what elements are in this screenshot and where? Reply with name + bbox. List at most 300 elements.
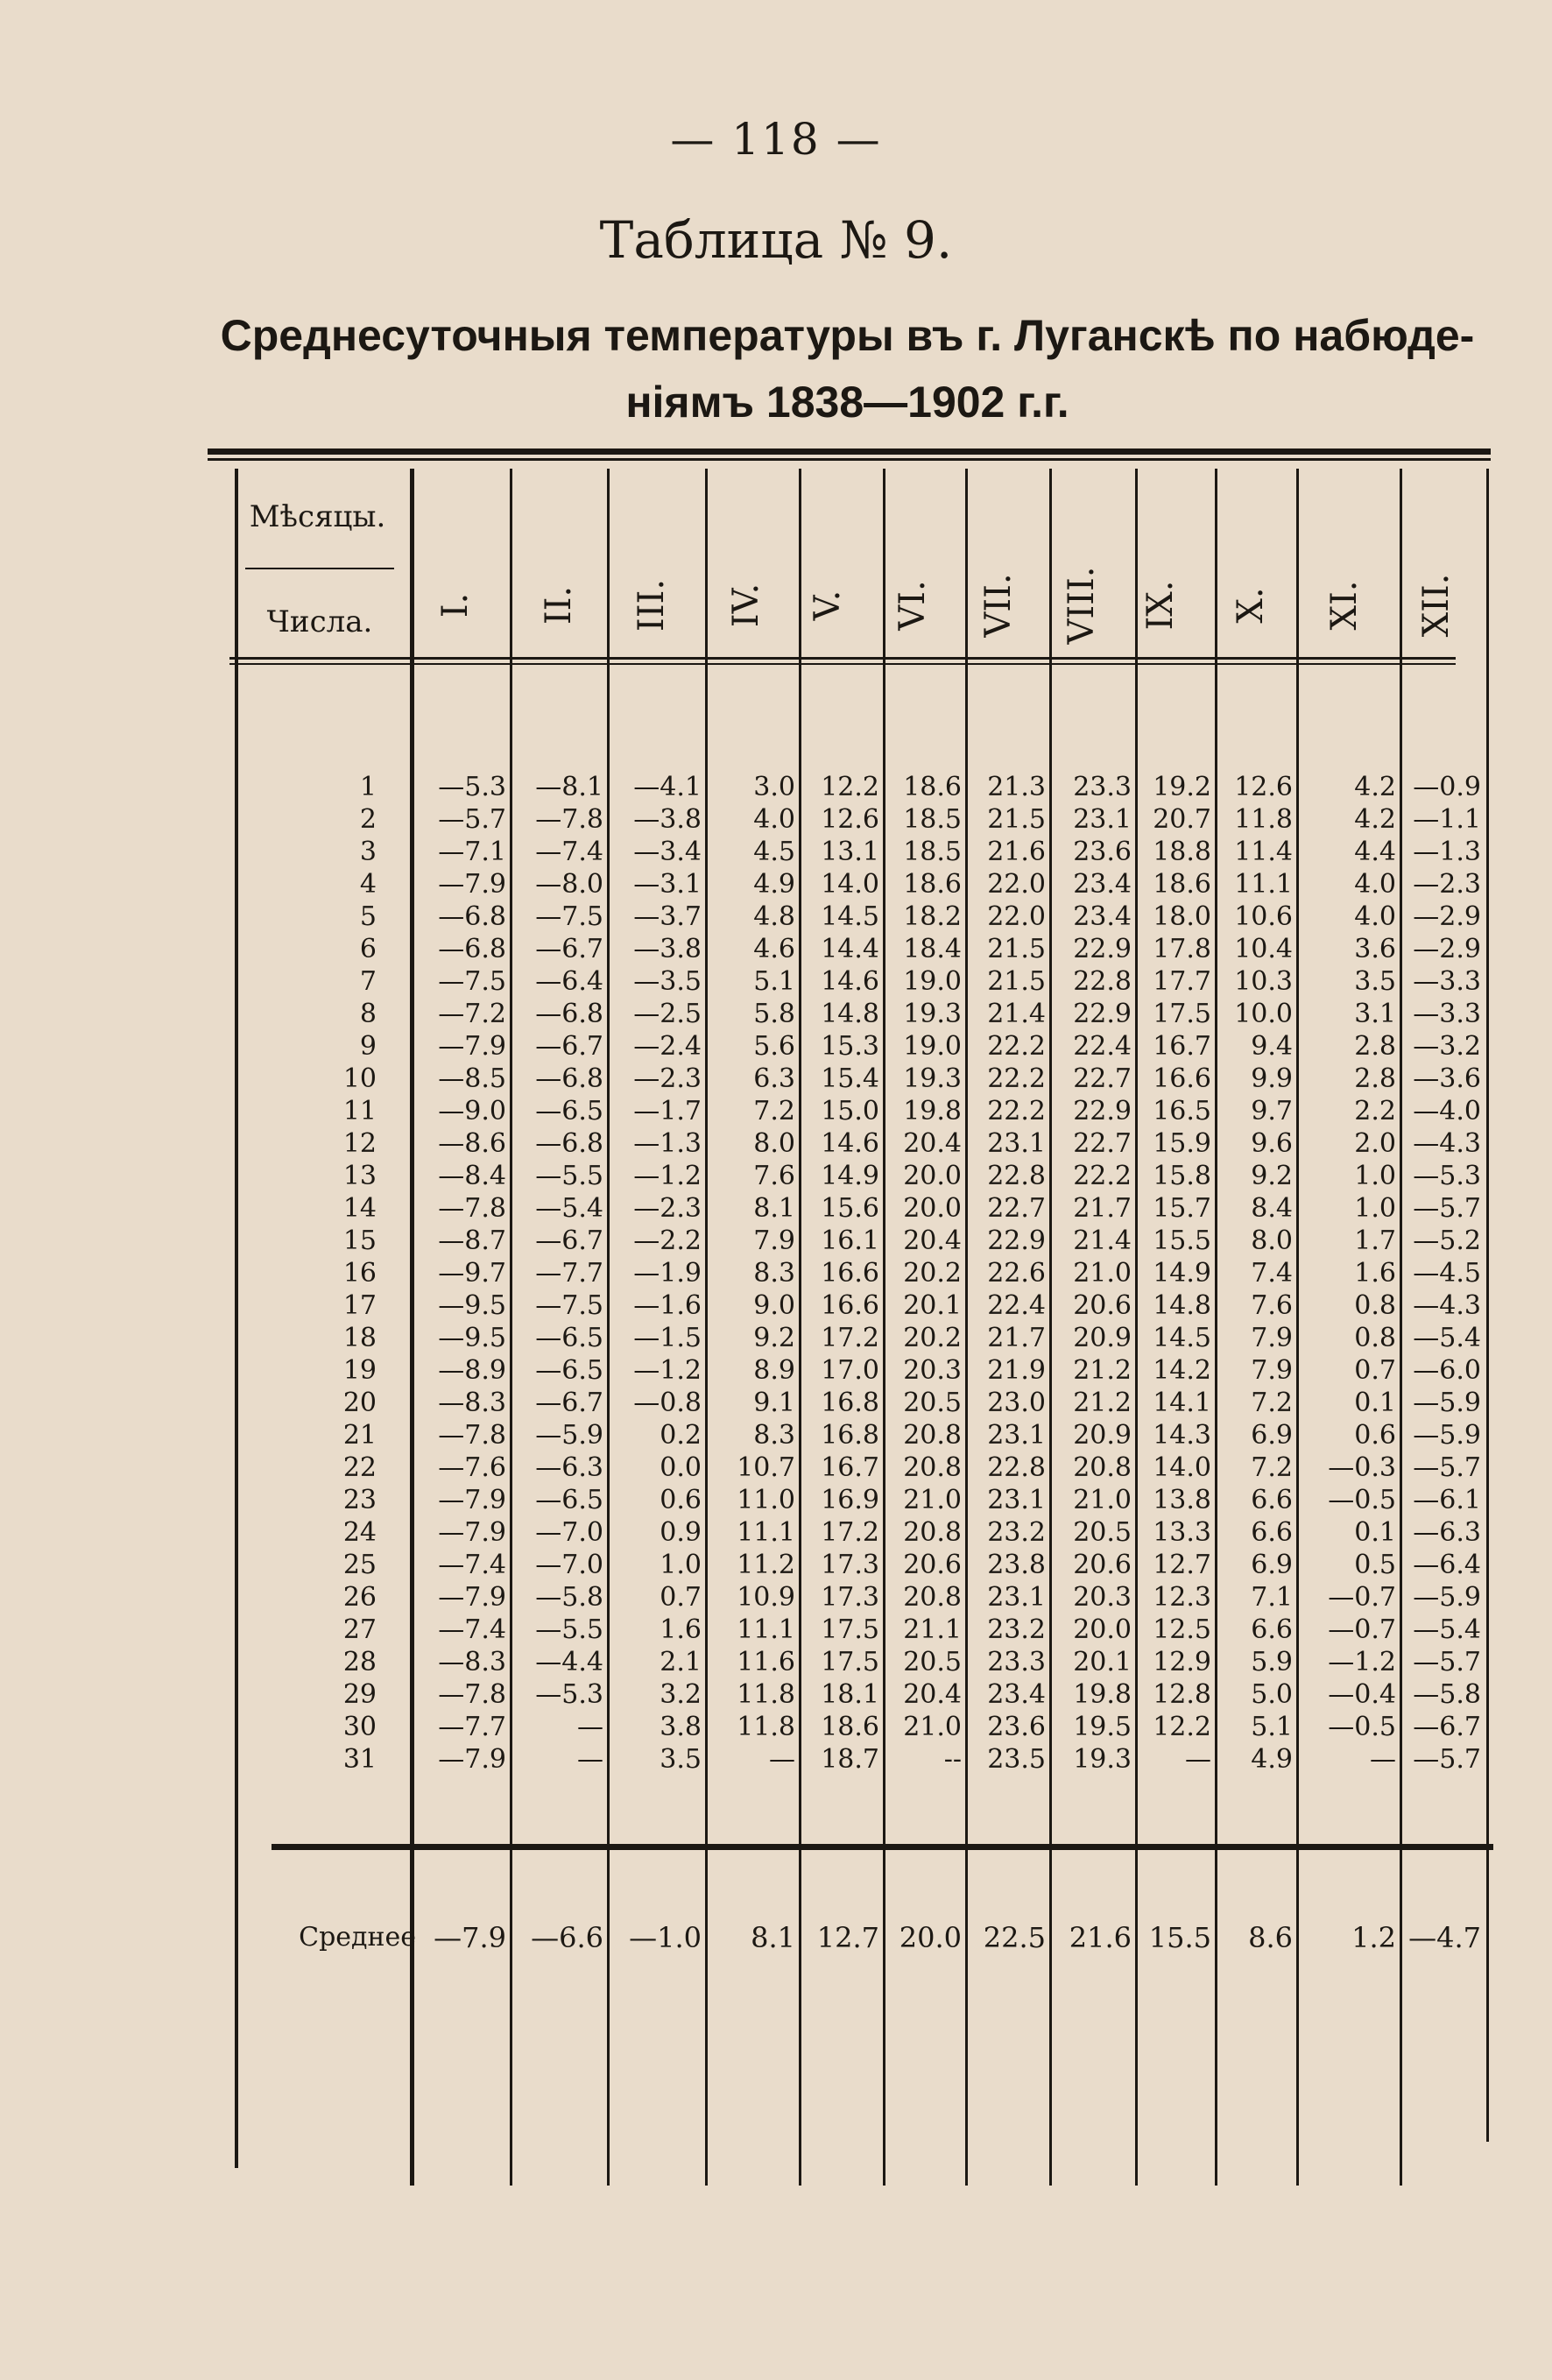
temperature-cell: 15.5 <box>1153 1225 1211 1256</box>
temperature-cell: 9.6 <box>1251 1128 1293 1159</box>
temperature-cell: 23.3 <box>987 1647 1046 1677</box>
temperature-cell: 21.7 <box>987 1323 1046 1353</box>
temperature-cell: 22.8 <box>987 1161 1046 1191</box>
temperature-cell: 4.2 <box>1354 804 1396 835</box>
temperature-cell: 18.6 <box>1153 869 1211 900</box>
temperature-cell: 23.6 <box>1073 837 1132 867</box>
temperature-cell: 20.2 <box>903 1258 962 1289</box>
temperature-cell: 20.3 <box>903 1355 962 1386</box>
temperature-cell: 14.4 <box>821 934 879 964</box>
temperature-cell: 16.6 <box>821 1290 879 1321</box>
temperature-cell: 7.9 <box>753 1225 795 1256</box>
temperature-cell: 0.0 <box>660 1452 702 1483</box>
temperature-cell: 20.8 <box>903 1582 962 1613</box>
temperature-cell: —6.8 <box>535 1063 603 1094</box>
temperature-cell: 14.3 <box>1153 1420 1211 1451</box>
temperature-cell: 4.0 <box>753 804 795 835</box>
temperature-cell: —1.6 <box>633 1290 702 1321</box>
day-number: 29 <box>342 1679 377 1710</box>
average-cell: —1.0 <box>629 1921 702 1954</box>
temperature-cell: 22.9 <box>987 1225 1046 1256</box>
temperature-cell: 14.8 <box>821 999 879 1029</box>
temperature-cell: 17.8 <box>1153 934 1211 964</box>
temperature-cell: 17.0 <box>821 1355 879 1386</box>
temperature-cell: —8.7 <box>438 1225 506 1256</box>
day-number: 3 <box>359 837 377 867</box>
temperature-cell: 19.0 <box>903 1031 962 1062</box>
temperature-cell: —7.4 <box>438 1614 506 1645</box>
temperature-cell: 7.6 <box>753 1161 795 1191</box>
temperature-cell: —5.2 <box>1413 1225 1481 1256</box>
temperature-cell: 12.2 <box>821 772 879 802</box>
temperature-cell: 20.0 <box>903 1193 962 1224</box>
month-header: X. <box>1231 587 1271 624</box>
temperature-cell: 16.6 <box>821 1258 879 1289</box>
temperature-cell: 15.9 <box>1153 1128 1211 1159</box>
temperature-cell: —6.8 <box>535 1128 603 1159</box>
temperature-cell: 21.0 <box>1073 1258 1132 1289</box>
table-row <box>0 1516 1552 1549</box>
temperature-cell: 20.7 <box>1153 804 1211 835</box>
temperature-cell: —9.5 <box>438 1290 506 1321</box>
month-header: II. <box>539 585 579 625</box>
temperature-cell: —6.8 <box>438 901 506 932</box>
month-header: IV. <box>726 583 766 628</box>
temperature-cell: 16.7 <box>1153 1031 1211 1062</box>
header-separator <box>245 568 394 569</box>
temperature-cell: —5.7 <box>1413 1647 1481 1677</box>
temperature-cell: 0.2 <box>660 1420 702 1451</box>
temperature-cell: —6.7 <box>535 1225 603 1256</box>
temperature-cell: 22.2 <box>1073 1161 1132 1191</box>
table-row <box>0 1581 1552 1614</box>
temperature-cell: —8.9 <box>438 1355 506 1386</box>
temperature-cell: 3.2 <box>660 1679 702 1710</box>
table-row <box>0 1451 1552 1484</box>
temperature-cell: 14.8 <box>1153 1290 1211 1321</box>
top-rule <box>208 448 1491 461</box>
month-header: V. <box>808 590 848 621</box>
day-number: 22 <box>342 1452 377 1483</box>
temperature-cell: 22.4 <box>1073 1031 1132 1062</box>
temperature-cell: 4.6 <box>753 934 795 964</box>
temperature-cell: —5.9 <box>1413 1420 1481 1451</box>
temperature-cell: 11.8 <box>737 1712 795 1742</box>
temperature-cell: —2.3 <box>633 1063 702 1094</box>
temperature-cell: —5.7 <box>1413 1193 1481 1224</box>
temperature-cell: —7.9 <box>438 1517 506 1548</box>
temperature-cell: 21.4 <box>987 999 1046 1029</box>
temperature-cell: —0.5 <box>1328 1712 1396 1742</box>
temperature-cell: —4.5 <box>1413 1258 1481 1289</box>
month-header: VI. <box>892 580 933 631</box>
temperature-cell: 2.2 <box>1354 1096 1396 1126</box>
temperature-cell: 17.5 <box>821 1647 879 1677</box>
temperature-cell: -- <box>943 1744 962 1775</box>
temperature-cell: 18.5 <box>903 804 962 835</box>
temperature-cell: —8.6 <box>438 1128 506 1159</box>
temperature-cell: 2.0 <box>1354 1128 1396 1159</box>
temperature-cell: —3.4 <box>633 837 702 867</box>
temperature-cell: 12.9 <box>1153 1647 1211 1677</box>
temperature-cell: 14.9 <box>821 1161 879 1191</box>
day-number: 10 <box>342 1063 377 1094</box>
temperature-cell: 17.5 <box>821 1614 879 1645</box>
temperature-cell: —6.5 <box>535 1323 603 1353</box>
temperature-cell: —6.5 <box>535 1355 603 1386</box>
temperature-cell: —1.3 <box>1413 837 1481 867</box>
temperature-cell: —7.9 <box>438 1744 506 1775</box>
temperature-cell: —7.5 <box>535 1290 603 1321</box>
temperature-cell: 4.9 <box>1251 1744 1293 1775</box>
temperature-cell: 15.8 <box>1153 1161 1211 1191</box>
temperature-cell: 17.5 <box>1153 999 1211 1029</box>
temperature-cell: 20.9 <box>1073 1323 1132 1353</box>
temperature-cell: —6.7 <box>535 934 603 964</box>
average-cell: 8.1 <box>751 1921 795 1954</box>
temperature-cell: —4.3 <box>1413 1290 1481 1321</box>
temperature-cell: 12.7 <box>1153 1550 1211 1580</box>
temperature-cell: 22.8 <box>1073 966 1132 997</box>
temperature-cell: 20.1 <box>903 1290 962 1321</box>
temperature-cell: —6.3 <box>1413 1517 1481 1548</box>
temperature-cell: 8.9 <box>753 1355 795 1386</box>
temperature-cell: 8.1 <box>753 1193 795 1224</box>
month-header: XI. <box>1324 580 1365 631</box>
temperature-cell: 11.4 <box>1234 837 1293 867</box>
temperature-cell: —6.8 <box>535 999 603 1029</box>
table-row <box>0 1419 1552 1451</box>
temperature-cell: 22.8 <box>987 1452 1046 1483</box>
temperature-cell: —0.3 <box>1328 1452 1396 1483</box>
temperature-cell: —7.9 <box>438 1485 506 1515</box>
temperature-cell: —7.7 <box>438 1712 506 1742</box>
temperature-cell: 19.2 <box>1153 772 1211 802</box>
temperature-cell: 12.2 <box>1153 1712 1211 1742</box>
table-row <box>0 1160 1552 1192</box>
temperature-cell: 21.9 <box>987 1355 1046 1386</box>
temperature-cell: —6.4 <box>535 966 603 997</box>
table-row <box>0 1387 1552 1419</box>
temperature-cell: 21.0 <box>903 1485 962 1515</box>
temperature-cell: 2.8 <box>1354 1063 1396 1094</box>
temperature-cell: 23.3 <box>1073 772 1132 802</box>
temperature-cell: —2.3 <box>1413 869 1481 900</box>
temperature-cell: —2.3 <box>633 1193 702 1224</box>
temperature-cell: 0.7 <box>660 1582 702 1613</box>
temperature-cell: —5.3 <box>1413 1161 1481 1191</box>
temperature-cell: 3.8 <box>660 1712 702 1742</box>
temperature-cell: —4.0 <box>1413 1096 1481 1126</box>
temperature-cell: 6.6 <box>1251 1517 1293 1548</box>
day-number: 18 <box>342 1323 377 1353</box>
temperature-cell: 1.0 <box>1354 1161 1396 1191</box>
temperature-cell: 14.0 <box>821 869 879 900</box>
temperature-cell: 22.0 <box>987 901 1046 932</box>
temperature-cell: 18.1 <box>821 1679 879 1710</box>
temperature-cell: 3.5 <box>660 1744 702 1775</box>
day-number: 5 <box>359 901 377 932</box>
temperature-cell: 0.8 <box>1354 1323 1396 1353</box>
temperature-cell: —7.8 <box>438 1679 506 1710</box>
temperature-cell: 9.4 <box>1251 1031 1293 1062</box>
temperature-cell: 5.0 <box>1251 1679 1293 1710</box>
temperature-cell: —0.5 <box>1328 1485 1396 1515</box>
header-months-label: Мѣсяцы. <box>249 499 386 534</box>
temperature-cell: 18.6 <box>903 869 962 900</box>
temperature-cell: 23.1 <box>1073 804 1132 835</box>
temperature-cell: —5.8 <box>535 1582 603 1613</box>
temperature-cell: —4.3 <box>1413 1128 1481 1159</box>
day-number: 31 <box>342 1744 377 1775</box>
temperature-cell: —1.2 <box>633 1161 702 1191</box>
temperature-cell: 22.9 <box>1073 1096 1132 1126</box>
temperature-cell: 23.2 <box>987 1517 1046 1548</box>
temperature-cell: 11.8 <box>1234 804 1293 835</box>
temperature-cell: —3.6 <box>1413 1063 1481 1094</box>
day-number: 26 <box>342 1582 377 1613</box>
temperature-cell: 17.2 <box>821 1517 879 1548</box>
temperature-cell: —4.4 <box>535 1647 603 1677</box>
temperature-cell: 19.8 <box>1073 1679 1132 1710</box>
temperature-cell: — <box>769 1744 795 1775</box>
average-cell: 22.5 <box>983 1921 1046 1954</box>
temperature-cell: 3.5 <box>1354 966 1396 997</box>
temperature-cell: 13.1 <box>821 837 879 867</box>
temperature-cell: 10.7 <box>737 1452 795 1483</box>
day-number: 11 <box>342 1096 377 1126</box>
temperature-cell: 7.2 <box>1251 1388 1293 1418</box>
temperature-cell: 12.6 <box>821 804 879 835</box>
temperature-cell: 8.0 <box>1251 1225 1293 1256</box>
average-cell: —7.9 <box>434 1921 506 1954</box>
temperature-cell: 18.4 <box>903 934 962 964</box>
temperature-cell: 21.5 <box>987 804 1046 835</box>
temperature-cell: 8.3 <box>753 1258 795 1289</box>
temperature-cell: —0.8 <box>633 1388 702 1418</box>
temperature-cell: 15.4 <box>821 1063 879 1094</box>
day-number: 17 <box>342 1290 377 1321</box>
temperature-cell: 14.6 <box>821 1128 879 1159</box>
temperature-cell: 20.3 <box>1073 1582 1132 1613</box>
table-row <box>0 1225 1552 1257</box>
table-row <box>0 1192 1552 1225</box>
page-number: — 118 — <box>670 114 882 165</box>
month-header: VIII. <box>1062 566 1102 645</box>
temperature-cell: 11.6 <box>737 1647 795 1677</box>
average-cell: 12.7 <box>816 1921 879 1954</box>
temperature-cell: —5.4 <box>535 1193 603 1224</box>
temperature-cell: —7.4 <box>438 1550 506 1580</box>
temperature-cell: —7.2 <box>438 999 506 1029</box>
day-number: 2 <box>359 804 377 835</box>
temperature-cell: 22.6 <box>987 1258 1046 1289</box>
temperature-cell: —5.5 <box>535 1614 603 1645</box>
average-row <box>0 1917 1552 1959</box>
temperature-cell: 21.2 <box>1073 1355 1132 1386</box>
table-row <box>0 1743 1552 1776</box>
month-header: IX. <box>1140 580 1181 631</box>
temperature-cell: —8.3 <box>438 1647 506 1677</box>
temperature-cell: —3.2 <box>1413 1031 1481 1062</box>
day-number: 13 <box>342 1161 377 1191</box>
temperature-cell: 9.1 <box>753 1388 795 1418</box>
temperature-cell: 0.9 <box>660 1517 702 1548</box>
temperature-cell: —4.1 <box>633 772 702 802</box>
temperature-cell: —6.5 <box>535 1485 603 1515</box>
month-header: I. <box>435 592 476 618</box>
temperature-cell: 20.2 <box>903 1323 962 1353</box>
temperature-cell: 20.8 <box>903 1420 962 1451</box>
temperature-cell: —8.5 <box>438 1063 506 1094</box>
average-cell: —4.7 <box>1408 1921 1481 1954</box>
average-label: Среднее <box>299 1922 416 1953</box>
temperature-cell: 20.6 <box>903 1550 962 1580</box>
temperature-cell: —5.8 <box>1413 1679 1481 1710</box>
table-row <box>0 1127 1552 1160</box>
temperature-cell: — <box>1185 1744 1211 1775</box>
temperature-cell: —8.4 <box>438 1161 506 1191</box>
temperature-cell: —5.9 <box>535 1420 603 1451</box>
temperature-cell: 21.1 <box>903 1614 962 1645</box>
temperature-cell: —5.3 <box>535 1679 603 1710</box>
temperature-cell: 10.4 <box>1234 934 1293 964</box>
temperature-cell: 16.5 <box>1153 1096 1211 1126</box>
temperature-cell: —5.7 <box>438 804 506 835</box>
temperature-cell: —3.8 <box>633 804 702 835</box>
temperature-cell: 11.0 <box>737 1485 795 1515</box>
temperature-cell: 20.8 <box>1073 1452 1132 1483</box>
temperature-cell: 22.2 <box>987 1063 1046 1094</box>
temperature-cell: 5.8 <box>753 999 795 1029</box>
temperature-cell: —7.6 <box>438 1452 506 1483</box>
temperature-cell: —1.2 <box>633 1355 702 1386</box>
temperature-cell: —7.0 <box>535 1517 603 1548</box>
temperature-cell: 7.9 <box>1251 1323 1293 1353</box>
temperature-cell: 0.1 <box>1354 1517 1396 1548</box>
subtitle-line-1: Среднесуточныя температуры въ г. Луганскѣ по набюде- <box>220 311 1475 360</box>
day-number: 4 <box>359 869 377 900</box>
temperature-cell: 1.6 <box>1354 1258 1396 1289</box>
day-number: 20 <box>342 1388 377 1418</box>
temperature-cell: 7.6 <box>1251 1290 1293 1321</box>
temperature-cell: —6.0 <box>1413 1355 1481 1386</box>
temperature-cell: 9.2 <box>1251 1161 1293 1191</box>
temperature-cell: —1.9 <box>633 1258 702 1289</box>
temperature-cell: 23.1 <box>987 1420 1046 1451</box>
temperature-cell: —0.9 <box>1413 772 1481 802</box>
temperature-cell: 14.0 <box>1153 1452 1211 1483</box>
temperature-cell: 3.1 <box>1354 999 1396 1029</box>
month-header: VII. <box>978 573 1019 638</box>
table-row <box>0 1095 1552 1127</box>
temperature-cell: 17.3 <box>821 1582 879 1613</box>
average-cell: 15.5 <box>1148 1921 1211 1954</box>
temperature-cell: 20.6 <box>1073 1290 1132 1321</box>
temperature-cell: —6.3 <box>535 1452 603 1483</box>
subtitle-line-2: ніямъ 1838—1902 г.г. <box>625 378 1069 427</box>
table-row <box>0 1063 1552 1095</box>
day-number: 15 <box>342 1225 377 1256</box>
temperature-cell: —3.8 <box>633 934 702 964</box>
temperature-cell: 8.3 <box>753 1420 795 1451</box>
temperature-cell: —6.8 <box>438 934 506 964</box>
header-days-label: Числа. <box>266 604 373 639</box>
temperature-cell: 3.0 <box>753 772 795 802</box>
temperature-cell: 16.6 <box>1153 1063 1211 1094</box>
temperature-cell: 20.5 <box>903 1388 962 1418</box>
temperature-cell: 11.2 <box>737 1550 795 1580</box>
temperature-cell: 6.9 <box>1251 1420 1293 1451</box>
temperature-cell: 18.5 <box>903 837 962 867</box>
temperature-cell: 16.1 <box>821 1225 879 1256</box>
table-row <box>0 1711 1552 1743</box>
temperature-cell: 13.8 <box>1153 1485 1211 1515</box>
temperature-cell: — <box>577 1744 603 1775</box>
temperature-cell: 13.3 <box>1153 1517 1211 1548</box>
temperature-cell: —7.5 <box>438 966 506 997</box>
temperature-cell: —2.2 <box>633 1225 702 1256</box>
day-number: 27 <box>342 1614 377 1645</box>
temperature-cell: 22.9 <box>1073 934 1132 964</box>
temperature-cell: 11.1 <box>1234 869 1293 900</box>
temperature-cell: 10.0 <box>1234 999 1293 1029</box>
temperature-cell: 15.0 <box>821 1096 879 1126</box>
temperature-cell: 7.4 <box>1251 1258 1293 1289</box>
temperature-cell: —7.9 <box>438 1582 506 1613</box>
temperature-cell: 6.3 <box>753 1063 795 1094</box>
temperature-cell: 16.8 <box>821 1420 879 1451</box>
temperature-cell: 21.3 <box>987 772 1046 802</box>
temperature-cell: —3.5 <box>633 966 702 997</box>
temperature-cell: —9.5 <box>438 1323 506 1353</box>
table-row <box>0 1614 1552 1646</box>
temperature-cell: 8.0 <box>753 1128 795 1159</box>
temperature-cell: 19.3 <box>1073 1744 1132 1775</box>
temperature-cell: 7.9 <box>1251 1355 1293 1386</box>
temperature-cell: —6.7 <box>535 1031 603 1062</box>
temperature-cell: 22.7 <box>1073 1063 1132 1094</box>
temperature-cell: 19.0 <box>903 966 962 997</box>
temperature-cell: 20.1 <box>1073 1647 1132 1677</box>
temperature-cell: 4.0 <box>1354 901 1396 932</box>
temperature-cell: 22.2 <box>987 1031 1046 1062</box>
temperature-cell: 1.6 <box>660 1614 702 1645</box>
temperature-cell: —0.7 <box>1328 1582 1396 1613</box>
day-number: 19 <box>342 1355 377 1386</box>
day-number: 9 <box>359 1031 377 1062</box>
temperature-cell: 23.0 <box>987 1388 1046 1418</box>
temperature-cell: 7.2 <box>753 1096 795 1126</box>
temperature-cell: 12.3 <box>1153 1582 1211 1613</box>
temperature-cell: 4.9 <box>753 869 795 900</box>
temperature-cell: —7.7 <box>535 1258 603 1289</box>
temperature-cell: 9.0 <box>753 1290 795 1321</box>
temperature-cell: 14.9 <box>1153 1258 1211 1289</box>
temperature-cell: 23.4 <box>987 1679 1046 1710</box>
temperature-cell: 5.9 <box>1251 1647 1293 1677</box>
temperature-cell: —7.8 <box>438 1193 506 1224</box>
temperature-cell: —3.3 <box>1413 966 1481 997</box>
temperature-cell: 6.6 <box>1251 1485 1293 1515</box>
temperature-cell: 12.6 <box>1234 772 1293 802</box>
temperature-cell: 16.9 <box>821 1485 879 1515</box>
temperature-cell: —3.3 <box>1413 999 1481 1029</box>
temperature-cell: 9.7 <box>1251 1096 1293 1126</box>
temperature-cell: 23.6 <box>987 1712 1046 1742</box>
temperature-cell: 17.3 <box>821 1550 879 1580</box>
temperature-cell: 23.1 <box>987 1485 1046 1515</box>
